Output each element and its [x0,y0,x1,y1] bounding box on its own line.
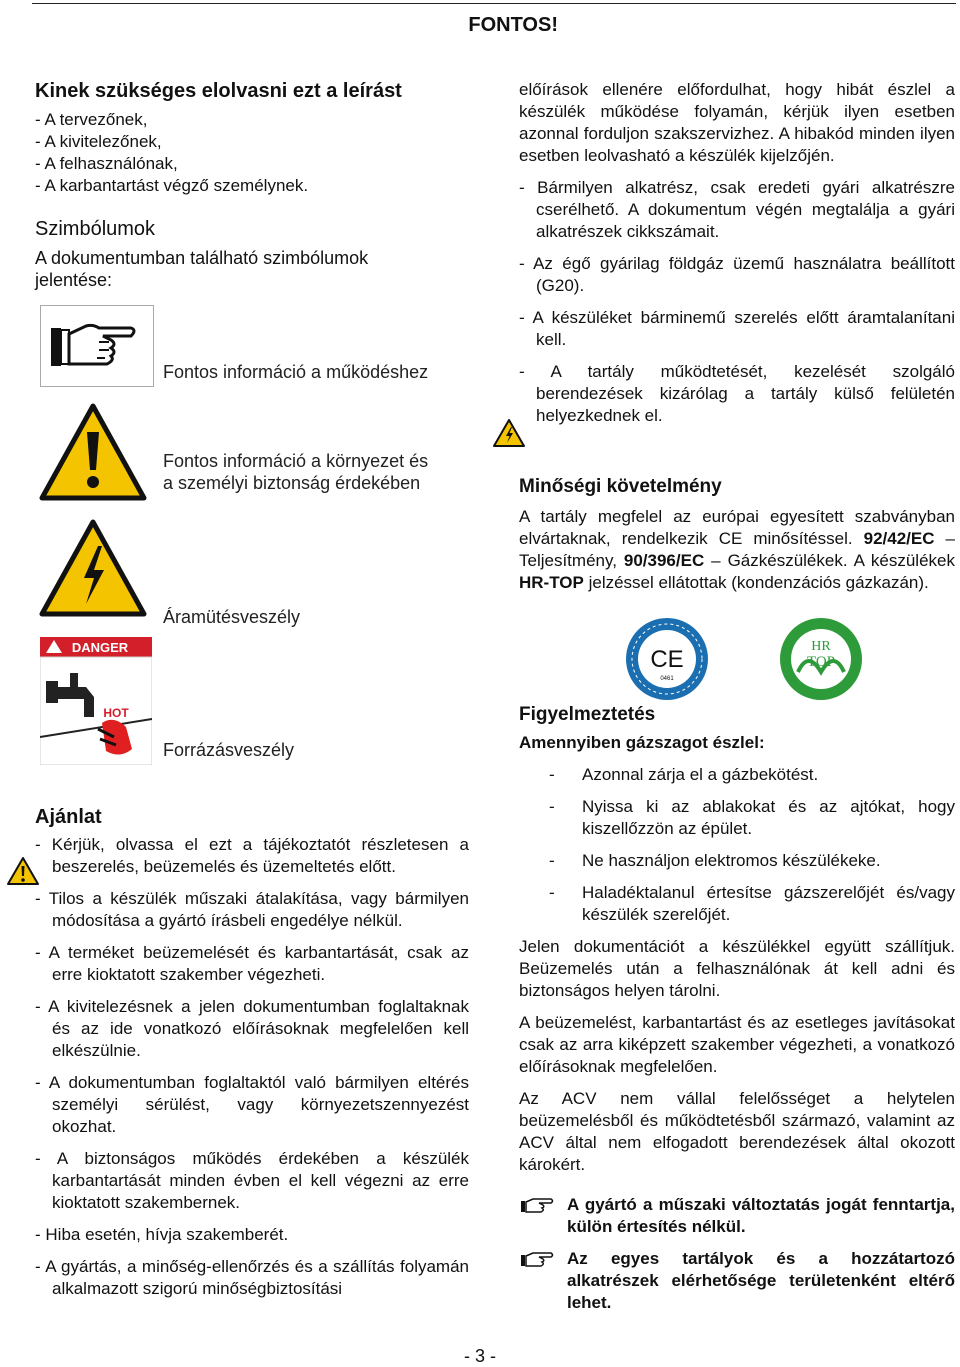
quality-text-4: jelzéssel ellátottak (kondenzációs gázkazán). [583,573,929,592]
warning-item-text: Ne használjon elektromos készülékeke. [582,851,881,870]
ajanlat-item: - A dokumentumban foglaltaktól való bármilyen eltérés személyi sérülést, vagy környezetszennyezést okozhat. [35,1073,469,1136]
ajanlat-item: - Hiba esetén, hívja szakemberét. [35,1225,289,1244]
warning-item: - Haladéktalanul értesítse gázszerelőjét és/vagy készülék szerelőjét. [549,883,955,924]
warning-section [519,704,955,1176]
ajanlat-list [35,834,469,1300]
warning-exclamation-icon [38,402,148,502]
warning-subheading: Amennyiben gázszagot észlel: [519,733,765,752]
who-item: - A felhasználónak, [35,154,178,173]
ajanlat-heading: Ajánlat [35,806,102,828]
page-header-title: FONTOS! [468,14,558,36]
who-heading: Kinek szükséges elolvasni ezt a leírást [35,80,402,102]
top-label: TOP [806,654,836,670]
symbol-2-label-a: Fontos információ a környezet és [163,451,429,471]
right-top-section [519,79,955,427]
hot-label: HOT [103,706,129,720]
quality-heading: Minőségi követelmény [519,476,722,497]
symbols-intro-1: A dokumentumban található szimbólumok [35,248,369,268]
warning-item-text: Azonnal zárja el a gázbekötést. [582,765,819,784]
pointing-hand-small-icon [519,1196,555,1216]
who-item: - A tervezőnek, [35,110,148,129]
who-item: - A kivitelezőnek, [35,132,162,151]
ajanlat-item: - A biztonságos működés érdekében a készülék karbantartását minden évben el kell végezni az erre kioktatott szakembernek. [35,1149,469,1212]
symbols-intro-2: jelentése: [35,270,113,290]
warning-item-text: Haladéktalanul értesítse gázszerelőjét és/vagy készülék szerelőjét. [582,883,955,924]
who-item: - A karbantartást végző személynek. [35,176,309,195]
quality-text-3: – Gázkészülékek. A készülékek [704,551,955,570]
directive-2: 90/396/EC [623,551,705,570]
ce-certification-badge [624,616,710,702]
quality-paragraph [519,506,955,594]
electric-small-icon [492,418,526,448]
continuation-paragraph: előírások ellenére előfordulhat, hogy hibát észlel a készülék működése folyamán, kérjük ilyen esetben azonnal forduljon szakszervizhez. A hibakód minden ilyen esetben leolvasható a készülék kijelzőjén. [519,80,955,165]
electric-shock-icon [38,518,148,618]
warning-item: - Ne használjon elektromos készülékeke. [549,851,881,870]
ajanlat-item: - Kérjük, olvassa el ezt a tájékoztatót részletesen a beszerelés, beüzemelés és üzemeltetés előtt. [35,835,469,876]
symbol-4-label: Forrázásveszély [163,740,295,760]
ajanlat-item: - A kivitelezésnek a jelen dokumentumban foglaltaknak és az ide vonatkozó előírásoknak megfelelően kell elkészülnie. [35,997,469,1060]
symbol-2-label-b: a személyi biztonság érdekében [163,473,421,493]
note-1: A gyártó a műszaki változtatás jogát fenntartja, külön értesítés nélkül. [567,1195,955,1236]
right-list-item: - A készüléket bárminemű szerelés előtt áramtalanítani kell. [519,308,955,349]
page-number: - 3 - [463,1346,496,1366]
danger-label: DANGER [71,640,129,655]
note-2: Az egyes tartályok és a hozzátartozó alkatrészek elérhetősége területenként eltérő lehet. [567,1249,955,1312]
directive-1: 92/42/EC [863,529,935,548]
pointing-hand-small-icon [519,1250,555,1270]
ce-number: 0461 [660,676,674,682]
header-rule [32,3,956,4]
symbols-heading: Szimbólumok [35,218,156,240]
pointing-hand-icon [40,305,154,387]
hr-label: HR [811,639,831,654]
ajanlat-item: - A gyártás, a minőség-ellenőrzés és a szállítás folyamán alkalmazott szigorú minőségbiztosítási [35,1257,469,1298]
symbols-section [35,218,475,291]
right-list-item: - Az égő gyárilag földgáz üzemű használatra beállított (G20). [519,254,955,295]
warning-item-text: Nyissa ki az ablakokat és az ajtókat, hogy kiszellőzzön az épület. [582,797,955,838]
paragraph-3: Az ACV nem vállal felelősséget a helytelen beüzemelésből és működtetésből származó, valamint az ACV által nem elfogadott berendezések által okozott károkért. [519,1089,955,1174]
hr-top-mark: HR-TOP [519,573,584,592]
who-section [35,80,475,197]
quality-text-2: – Teljesítmény, [519,529,955,570]
warning-heading: Figyelmeztetés [519,704,656,725]
ajanlat-item: - Tilos a készülék műszaki átalakítása, vagy bármilyen módosítása a gyártó írásbeli engedélye nélkül. [35,889,469,930]
right-list-item: - A tartály működtetését, kezelését szolgáló berendezések kizárólag a tartály külső felületén helyezkednek el. [519,362,955,425]
warning-item: - Azonnal zárja el a gázbekötést. [549,765,819,784]
hr-top-badge [778,616,864,702]
ajanlat-item: - A terméket beüzemelését és karbantartását, csak az erre kioktatott szakember végezheti. [35,943,469,984]
quality-text-1: A tartály megfelel az európai egyesített szabványban elvártaknak, rendelkezik CE minősítéssel. [519,507,955,548]
ce-label: CE [650,646,684,673]
paragraph-1: Jelen dokumentációt a készülékkel együtt szállítjuk. Beüzemelés után a felhasználónak át kell adni és biztonságos helyen tárolni. [519,937,955,1000]
right-list-item: - Bármilyen alkatrész, csak eredeti gyári alkatrészre cserélhető. A dokumentum végén megtalálja a gyári alkatrészek cikkszámait. [519,178,955,241]
quality-section [519,476,955,594]
scalding-danger-icon [40,637,152,765]
warning-item: - Nyissa ki az ablakokat és az ajtókat, hogy kiszellőzzön az épület. [549,797,955,838]
paragraph-2: A beüzemelést, karbantartást és az esetleges javításokat csak az arra kiképzett szakember végezheti, a vonatkozó előírásoknak megfelelően. [519,1013,955,1076]
symbol-1-label: Fontos információ a működéshez [163,362,429,382]
symbol-3-label: Áramütésveszély [163,607,301,627]
